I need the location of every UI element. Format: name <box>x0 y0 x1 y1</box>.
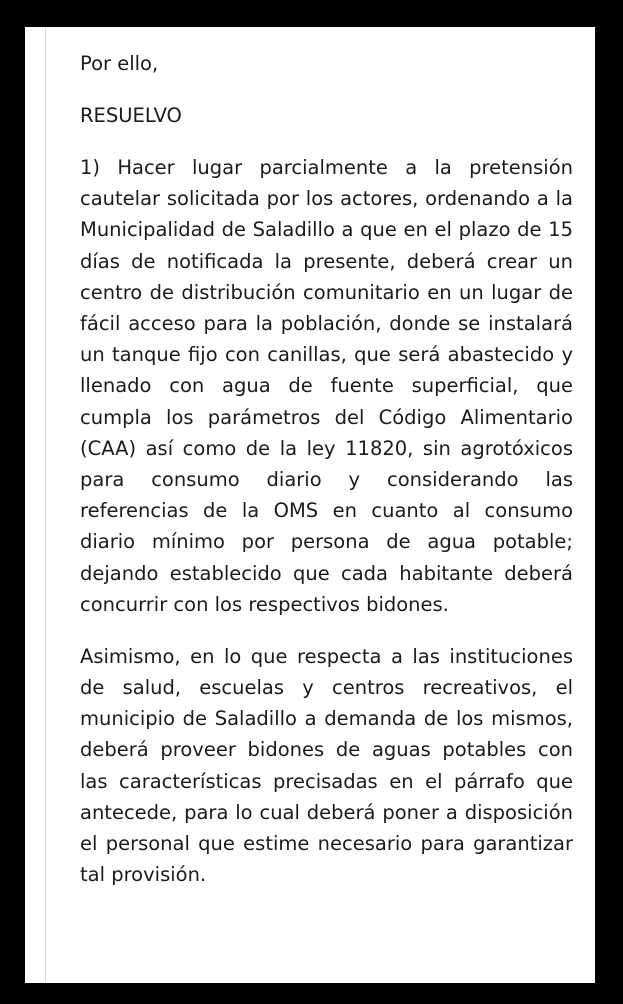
resolution-paragraph-1: 1) Hacer lugar parcialmente a la pretensión cautelar solicitada por los actores, ordenando a la Municipalidad de Saladillo a que en el plazo de 15 días de notificada la presente, deberá crear un centro de distribución comunitario en un lugar de fácil acceso para la población, donde se instalará un tanque fijo con canillas, que será abastecido y llenado con agua de fuente superficial, que cumpla los parámetros del Código Alimentario (CAA) así como de la ley 11820, sin agrotóxicos para consumo diario y considerando las referencias de la OMS en cuanto al consumo diario mínimo por persona de agua potable; dejando establecido que cada habitante deberá concurrir con los respectivos bidones. <box>80 156 573 616</box>
opening-line: Por ello, <box>80 52 159 75</box>
resolution-paragraph-2: Asimismo, en lo que respecta a las instituciones de salud, escuelas y centros recreativos, el municipio de Saladillo a demanda de los mismos, deberá proveer bidones de aguas potables con las características precisadas en el párrafo que antecede, para lo cual deberá poner a disposición el personal que estime necesario para garantizar tal provisión. <box>80 644 573 887</box>
left-margin-rule <box>45 27 46 983</box>
document-body <box>80 48 573 890</box>
resolution-heading: RESUELVO <box>80 104 182 127</box>
document-page <box>25 27 595 983</box>
